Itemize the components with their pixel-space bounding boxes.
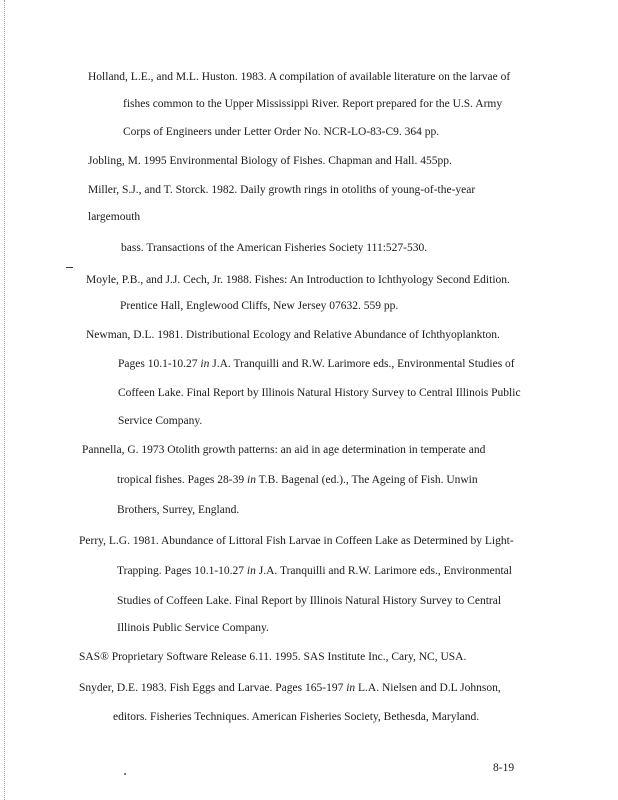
ref-miller-line-1: Miller, S.J., and T. Storck. 1982. Daily growth rings in otoliths of young-of-the-year: [88, 184, 476, 196]
ref-snyder-line-2: editors. Fisheries Techniques. American Fisheries Society, Bethesda, Maryland.: [113, 711, 480, 723]
ref-pannella-line-2: tropical fishes. Pages 28-39 in T.B. Bagenal (ed.)., The Ageing of Fish. Unwin: [117, 474, 478, 486]
ref-miller-line-3: bass. Transactions of the American Fisheries Society 111:527-530.: [121, 242, 428, 254]
ref-moyle-line-1: Moyle, P.B., and J.J. Cech, Jr. 1988. Fishes: An Introduction to Ichthyology Second Edition.: [86, 274, 510, 286]
ref-moyle-line-2: Prentice Hall, Englewood Cliffs, New Jersey 07632. 559 pp.: [120, 300, 399, 312]
ref-pannella-line-1: Pannella, G. 1973 Otolith growth patterns: an aid in age determination in temperate and: [82, 444, 486, 456]
ref-perry-line-1: Perry, L.G. 1981. Abundance of Littoral Fish Larvae in Coffeen Lake as Determined by Light-: [79, 535, 514, 547]
ref-sas-line-1: SAS® Proprietary Software Release 6.11. 1995. SAS Institute Inc., Cary, NC, USA.: [79, 651, 467, 663]
ref-jobling-line-1: Jobling, M. 1995 Environmental Biology of Fishes. Chapman and Hall. 455pp.: [88, 155, 452, 167]
ref-perry-line-4: Illinois Public Service Company.: [117, 622, 269, 634]
ref-holland-line-3: Corps of Engineers under Letter Order No. NCR-LO-83-C9. 364 pp.: [123, 126, 440, 138]
ref-newman-line-1: Newman, D.L. 1981. Distributional Ecology and Relative Abundance of Ichthyoplankton.: [86, 329, 500, 341]
scan-margin-marks: [4, 0, 9, 800]
ref-perry-line-2: Trapping. Pages 10.1-10.27 in J.A. Tranquilli and R.W. Larimore eds., Environmental: [117, 565, 512, 577]
ref-perry-line-3: Studies of Coffeen Lake. Final Report by Illinois Natural History Survey to Central: [117, 595, 502, 607]
ref-snyder-line-1: Snyder, D.E. 1983. Fish Eggs and Larvae. Pages 165-197 in L.A. Nielsen and D.L Johnson,: [79, 682, 501, 694]
scan-speck: [124, 773, 126, 775]
ref-holland-line-1: Holland, L.E., and M.L. Huston. 1983. A compilation of available literature on the larvae of: [88, 71, 511, 83]
ref-newman-line-4: Service Company.: [118, 415, 203, 427]
ref-newman-line-2: Pages 10.1-10.27 in J.A. Tranquilli and R.W. Larimore eds., Environmental Studies of: [118, 358, 515, 370]
ref-holland-line-2: fishes common to the Upper Mississippi River. Report prepared for the U.S. Army: [123, 98, 503, 110]
page-number: 8-19: [493, 762, 515, 774]
ref-pannella-line-3: Brothers, Surrey, England.: [117, 504, 240, 516]
ref-newman-line-3: Coffeen Lake. Final Report by Illinois Natural History Survey to Central Illinois Public: [118, 387, 521, 399]
ref-miller-line-2: largemouth: [88, 211, 141, 223]
margin-dash: [66, 267, 73, 268]
